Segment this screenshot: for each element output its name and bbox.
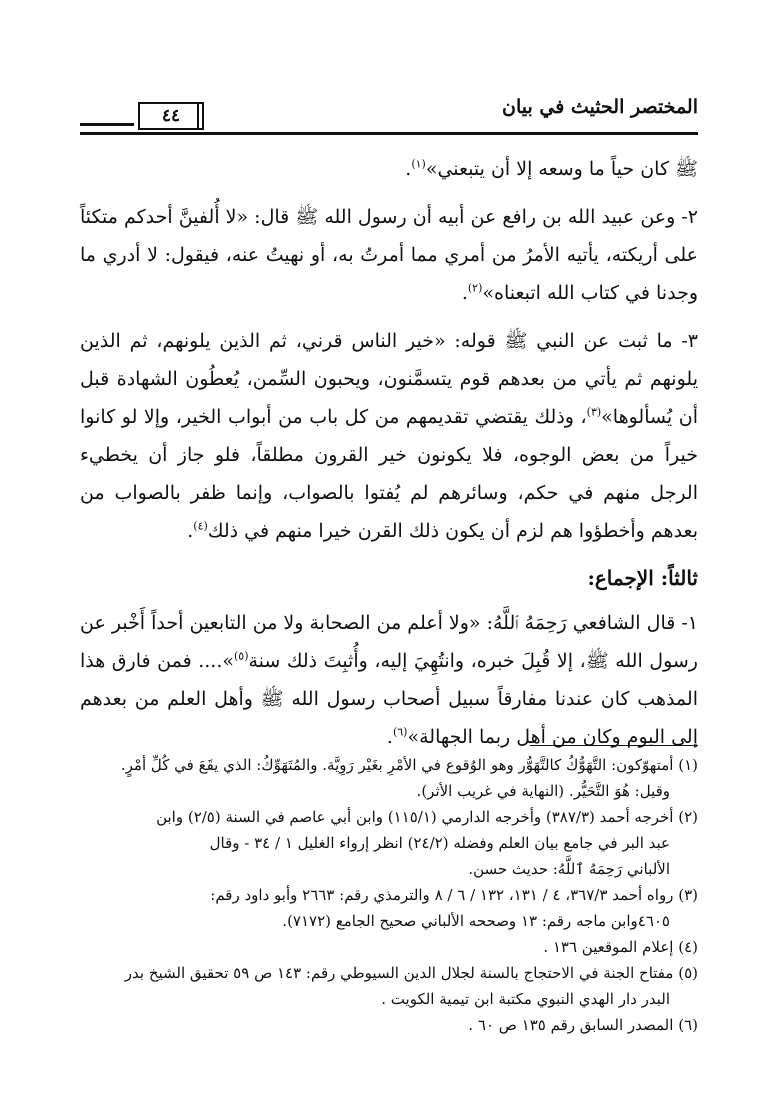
sentence-end: . [187, 520, 194, 542]
footnote-text: رواه أحمد ٣٦٧/٣، ٤ / ١٣١، ١٣٢ / ٦ / ٨ والترمذي رقم: ٢٦٦٣ وأبو داود رقم: [210, 886, 674, 904]
footnote-1 [80, 752, 698, 804]
footnote-text: مفتاح الجنة في الاحتجاج بالسنة لجلال الدين السيوطي رقم: ١٤٣ ص ٥٩ تحقيق الشيخ بدر [124, 964, 674, 982]
section-heading: ثالثاً: الإجماع: [587, 566, 698, 590]
footnote-number: (٤) [678, 938, 698, 956]
footnote-ref[interactable]: (٥) [233, 649, 249, 663]
paragraph-text: ﷺ كان حياً ما وسعه إلا أن يتبعني» [425, 158, 698, 180]
footnote-text: أخرجه أحمد (٣٨٧/٣) وأخرجه الدارمي (١١٥/١) وابن أبي عاصم في السنة (٢/٥) وابن [156, 808, 674, 826]
page-number-box [138, 102, 204, 130]
footnote-text: إعلام الموقعين ١٣٦ . [543, 938, 674, 956]
paragraph-text: ، وذلك يقتضي تقديمهم من كل باب من أبواب الخير، وإلا لو كانوا خيراً من بعض الوجوه، فلا يكونون خير القرون مطلقاً، فلو جاز أن يخطيء الرجل منهم في حكم، وسائرهم لم يُفتوا بالصواب، وإنما ظفر بالصواب من بعدهم وأخطؤوا هم لزم أن يكون ذلك القرن خيرا منهم في ذلك [80, 406, 698, 542]
footnote-text: أمتهوّكون: التَّهَوُّكُ كالتَّهَوُّر وهو الوُقوع في الأمْرِ بغَيْر رَوِيَّة. والمُتَهَوِّكُ: الذي يقَعَ في كُلِّ أمْرٍ. [120, 756, 674, 774]
footnote-3 [80, 882, 698, 934]
footnote-text: الألباني رَحِمَهُ ٱللَّهُ: حديث حسن. [468, 860, 670, 878]
paragraph-text: ٢- وعن عبيد الله بن رافع عن أبيه أن رسول الله ﷺ قال: «لا أُلفينَّ أحدكم متكئاً على أريكته، يأتيه الأمرُ من أمري مما أمرتُ به، أو نهيتُ عنه، فيقول: لا أدري ما وجدنا في كتاب الله اتبعناه» [80, 206, 698, 304]
footnote-number: (٦) [678, 1016, 698, 1034]
paragraph-shafii-quote [80, 604, 698, 756]
footnote-number: (٣) [678, 886, 698, 904]
footnote-ref[interactable]: (٣) [586, 405, 602, 419]
footnote-number: (١) [678, 756, 698, 774]
main-text [80, 150, 698, 766]
footnote-ref[interactable]: (٤) [193, 519, 208, 533]
footnote-text: وقيل: هُوَ التَّحَيُّر. (النهاية في غريب الأثر). [416, 782, 670, 800]
footnote-text: المصدر السابق رقم ١٣٥ ص ٦٠ . [468, 1016, 674, 1034]
footnote-text: عبد البر في جامع بيان العلم وفضله (٢٤/٢) انظر إرواء الغليل ١ / ٣٤ - وقال [209, 834, 670, 852]
sentence-end: . [405, 158, 412, 180]
running-header [80, 96, 698, 130]
footnotes [80, 752, 698, 1038]
paragraph-hadith-2 [80, 198, 698, 312]
footnote-separator [530, 745, 698, 746]
sentence-end: . [461, 282, 468, 304]
footnote-6 [80, 1012, 698, 1038]
footnote-number: (٥) [678, 964, 698, 982]
footnote-2 [80, 804, 698, 882]
footnote-ref[interactable]: (٦) [392, 725, 408, 739]
paragraph-hadith-3 [80, 322, 698, 550]
footnote-text: البدر دار الهدي النبوي مكتبة ابن تيمية الكويت . [381, 990, 670, 1008]
running-title: المختصر الحثيث في بيان [502, 96, 698, 118]
paragraph-text: ».... فمن فارق هذا المذهب كان عندنا مفارقاً سبيل أصحاب رسول الله ﷺ وأهل العلم من بعدهم إلى اليوم وكان من أهل ربما الجهالة» [80, 650, 698, 748]
header-short-rule [80, 123, 134, 126]
footnote-ref[interactable]: (٢) [467, 281, 483, 295]
paragraph-text: ٣- ما ثبت عن النبي ﷺ قوله: «خير الناس قرني، ثم الذين يلونهم، ثم الذين يلونهم ثم يأتي من بعدهم قوم يتسمَّنون، ويحبون السِّمن، يُعطُون الشهادة قبل أن يُسألوها» [80, 330, 698, 428]
footnote-ref[interactable]: (١) [411, 157, 426, 171]
footnote-4 [80, 934, 698, 960]
page-number: ٤٤ [161, 106, 181, 126]
paragraph-continuation [80, 150, 698, 188]
sentence-end: . [386, 726, 393, 748]
header-rule [80, 132, 698, 135]
footnote-5 [80, 960, 698, 1012]
footnote-text: ٤٦٠٥وابن ماجه رقم: ١٣ وصححه الألباني صحيح الجامع (٧١٧٢). [282, 912, 670, 930]
paragraph-text: ١- قال الشافعي رَحِمَهُ ٱللَّهُ: «ولا أعلم من الصحابة ولا من التابعين أحداً أَخْبر عن رسول الله ﷺ، إلا قُبِلَ خبره، وانتُهِيَ إليه، وأُثبِتَ ذلك سنة [80, 612, 698, 672]
footnote-number: (٢) [678, 808, 698, 826]
